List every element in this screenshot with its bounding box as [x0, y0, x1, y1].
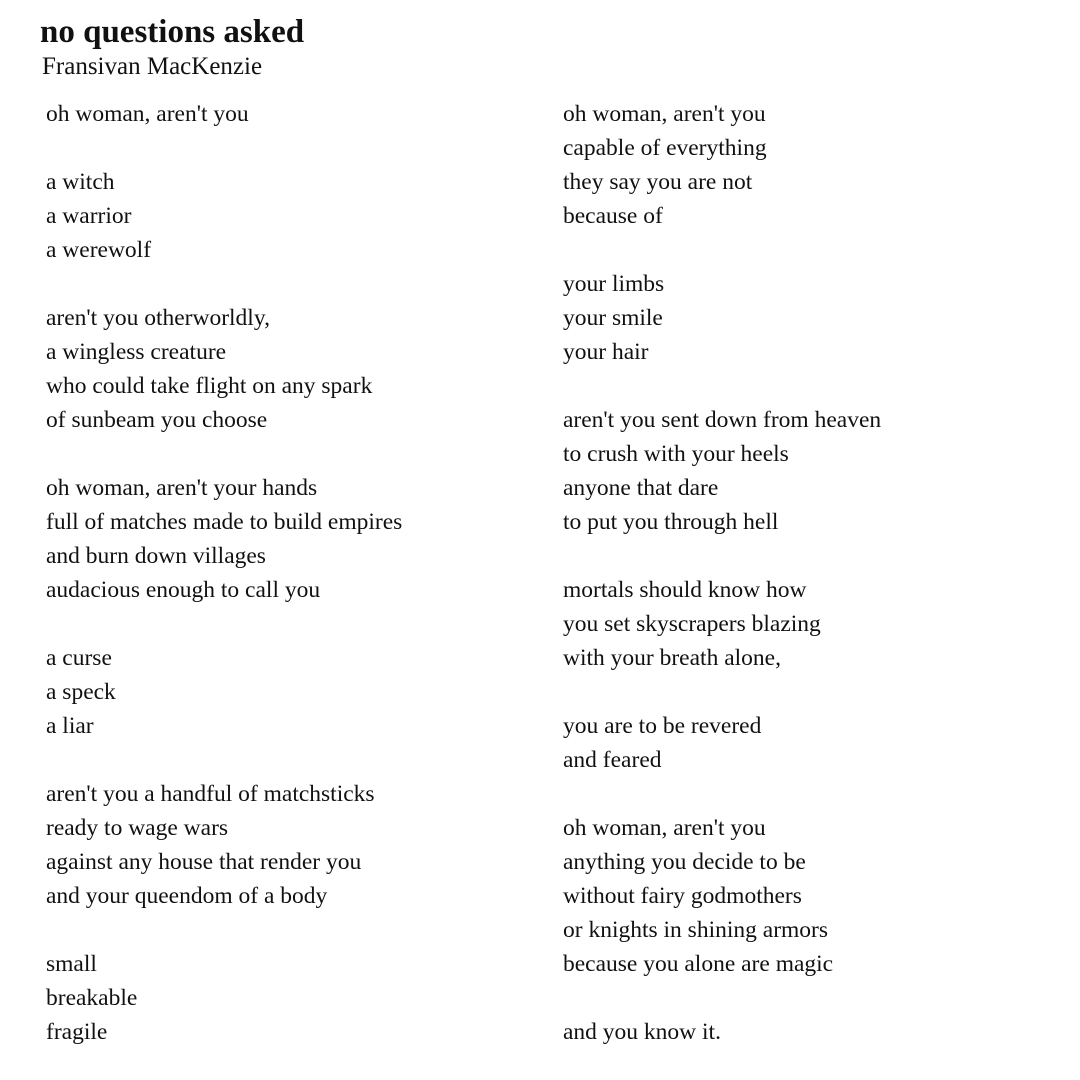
- poem-line: [46, 743, 402, 777]
- poem-line: and your queendom of a body: [46, 883, 328, 909]
- poem-line: against any house that render you: [46, 849, 362, 875]
- poem-line: mortals should know how: [563, 577, 807, 603]
- poem-line: oh woman, aren't your hands: [46, 475, 318, 501]
- poem-line: a speck: [46, 679, 116, 705]
- poem-line: they say you are not: [563, 169, 753, 195]
- poem-line: a werewolf: [46, 237, 152, 263]
- poem-line: [563, 777, 881, 811]
- poem-line: [46, 913, 402, 947]
- poem-left-column: [46, 97, 402, 1049]
- poem-line: a liar: [46, 713, 94, 739]
- poem-line: [563, 369, 881, 403]
- poem-line: who could take flight on any spark: [46, 373, 373, 399]
- poem-line: and you know it.: [563, 1019, 721, 1045]
- poem-line: [46, 131, 402, 165]
- poem-line: to crush with your heels: [563, 441, 789, 467]
- poem-line: [563, 539, 881, 573]
- poem-line: fragile: [46, 1019, 108, 1045]
- poem-line: your smile: [563, 305, 663, 331]
- poem-title: no questions asked: [40, 14, 305, 50]
- poem-line: of sunbeam you choose: [46, 407, 268, 433]
- poem-line: you set skyscrapers blazing: [563, 611, 821, 637]
- poem-line: [563, 675, 881, 709]
- poem-line: oh woman, aren't you: [563, 101, 766, 127]
- poem-line: ready to wage wars: [46, 815, 229, 841]
- poem-line: [46, 267, 402, 301]
- poem-line: aren't you otherworldly,: [46, 305, 270, 331]
- poem-line: capable of everything: [563, 135, 767, 161]
- poem-line: a curse: [46, 645, 112, 671]
- poem-line: oh woman, aren't you: [563, 815, 766, 841]
- poem-line: a witch: [46, 169, 115, 195]
- poem-line: a warrior: [46, 203, 132, 229]
- poem-line: [563, 981, 881, 1015]
- poem-line: you are to be revered: [563, 713, 762, 739]
- poem-line: audacious enough to call you: [46, 577, 321, 603]
- poem-line: and feared: [563, 747, 662, 773]
- poem-line: [46, 437, 402, 471]
- poem-line: breakable: [46, 985, 138, 1011]
- poem-line: to put you through hell: [563, 509, 779, 535]
- poem-line: or knights in shining armors: [563, 917, 829, 943]
- poem-line: because of: [563, 203, 663, 229]
- poem-line: your limbs: [563, 271, 665, 297]
- poem-right-column: [563, 97, 881, 1049]
- poem-line: aren't you sent down from heaven: [563, 407, 882, 433]
- poem-line: anything you decide to be: [563, 849, 806, 875]
- poem-line: small: [46, 951, 97, 977]
- poem-line: aren't you a handful of matchsticks: [46, 781, 375, 807]
- poem-line: your hair: [563, 339, 649, 365]
- poem-line: [46, 607, 402, 641]
- poem-line: anyone that dare: [563, 475, 719, 501]
- poem-line: and burn down villages: [46, 543, 266, 569]
- poem-line: with your breath alone,: [563, 645, 781, 671]
- poem-line: because you alone are magic: [563, 951, 834, 977]
- poem-line: a wingless creature: [46, 339, 227, 365]
- poem-line: [563, 233, 881, 267]
- poem-line: oh woman, aren't you: [46, 101, 249, 127]
- poem-author: Fransivan MacKenzie: [42, 53, 263, 80]
- poem-line: without fairy godmothers: [563, 883, 802, 909]
- poem-line: full of matches made to build empires: [46, 509, 403, 535]
